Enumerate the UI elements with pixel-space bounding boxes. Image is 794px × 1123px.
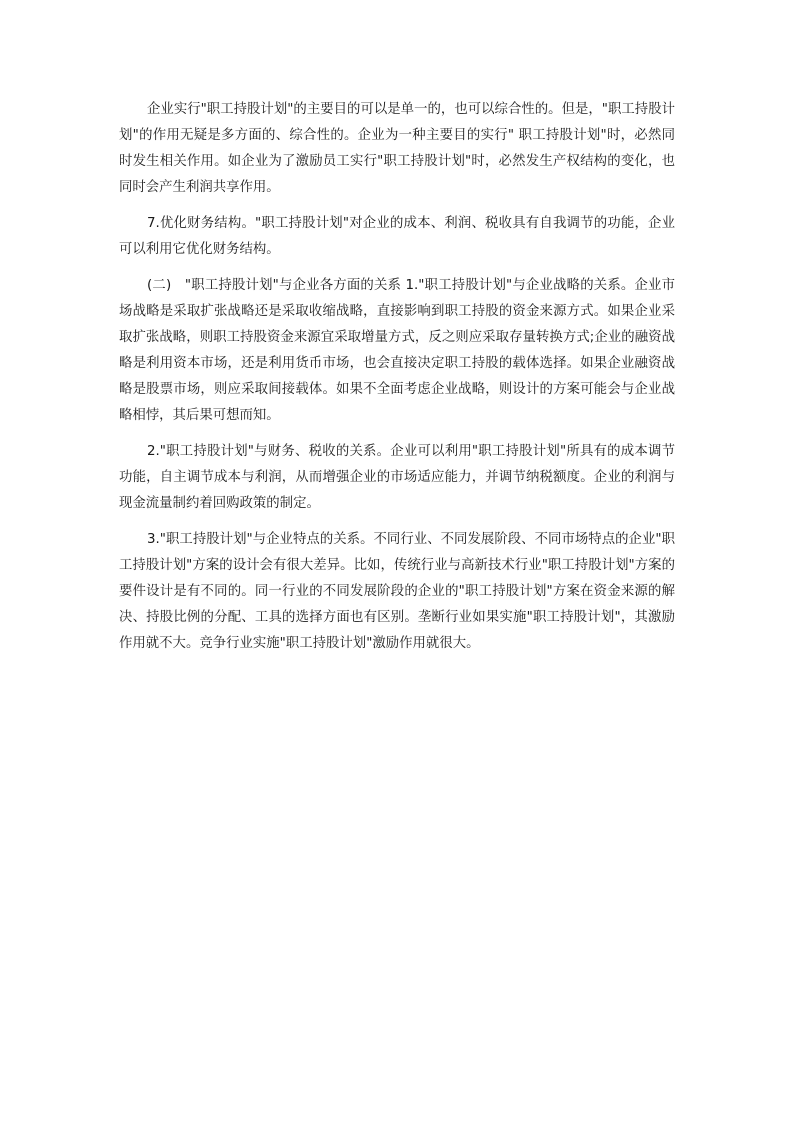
paragraph-purpose: 企业实行"职工持股计划"的主要目的可以是单一的，也可以综合性的。但是，"职工持股计划"的作用无疑是多方面的、综合性的。企业为一种主要目的实行" 职工持股计划"时，必然同时发生相关作用。如企业为了激励员工实行"职工持股计划"时，必然发生产权结构的变化，也同时会产生利润共享作用。 xyxy=(119,102,675,195)
paragraph-finance-tax: 2."职工持股计划"与财务、税收的关系。企业可以利用"职工持股计划"所具有的成本调节功能，自主调节成本与利润，从而增强企业的市场适应能力，并调节纳税额度。企业的利润与现金流量制约着回购政策的制定。 xyxy=(119,444,675,511)
paragraph-enterprise-characteristics: 3."职工持股计划"与企业特点的关系。不同行业、不同发展阶段、不同市场特点的企业"职工持股计划"方案的设计会有很大差异。比如，传统行业与高新技术行业"职工持股计划"方案的要件设计是有不同的。同一行业的不同发展阶段的企业的"职工持股计划"方案在资金来源的解决、持股比例的分配、工具的选择方面也有区别。垄断行业如果实施"职工持股计划"，其激励作用就不大。竞争行业实施"职工持股计划"激励作用就很大。 xyxy=(119,532,675,651)
paragraph-enterprise-strategy: (二) "职工持股计划"与企业各方面的关系 1."职工持股计划"与企业战略的关系。企业市场战略是采取扩张战略还是采取收缩战略，直接影响到职工持股的资金来源方式。如果企业采取扩张战略，则职工持股资金来源宜采取增量方式，反之则应采取存量转换方式;企业的融资战略是利用资本市场，还是利用货币市场，也会直接决定职工持股的载体选择。如果企业融资战略是股票市场，则应采取间接载体。如果不全面考虑企业战略，则设计的方案可能会与企业战略相悖，其后果可想而知。 xyxy=(119,278,675,423)
paragraph-financial-structure: 7.优化财务结构。"职工持股计划"对企业的成本、利润、税收具有自我调节的功能，企业可以利用它优化财务结构。 xyxy=(119,216,675,257)
document-body xyxy=(119,97,675,667)
